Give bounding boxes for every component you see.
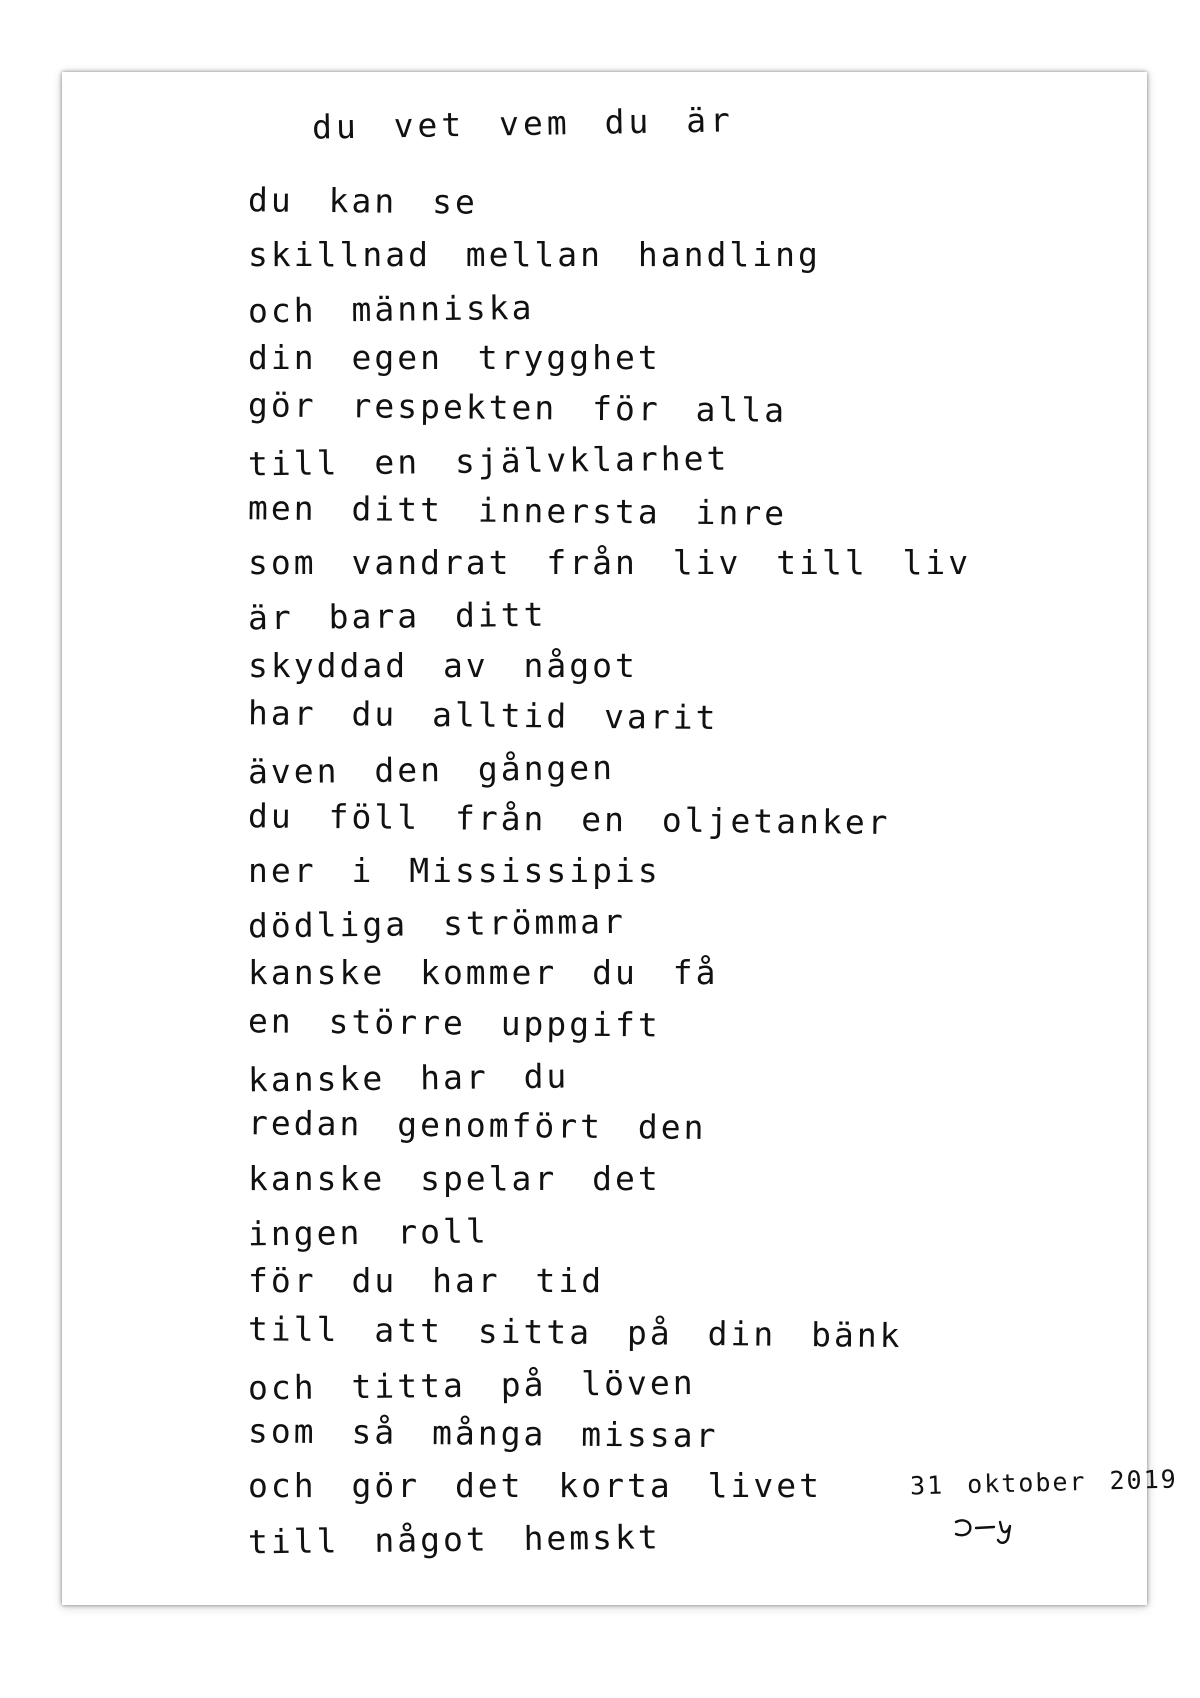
poem-line: och gör det korta livet [248, 1466, 822, 1506]
poem-title: du vet vem du är [311, 100, 735, 147]
poem-line: och titta på löven [247, 1362, 696, 1408]
poem-line: och människa [247, 287, 535, 331]
poem-line: som vandrat från liv till liv [248, 543, 972, 583]
poem-line: är bara ditt [247, 595, 547, 638]
poem-line: dödliga strömmar [247, 901, 627, 946]
poem-line: kanske spelar det [248, 1158, 661, 1198]
poem-line: som så många missar [247, 1411, 719, 1456]
handwritten-signature [950, 1508, 1020, 1548]
poem-line: har du alltid varit [247, 693, 719, 738]
poem-line: men ditt innersta inre [247, 487, 788, 533]
poem-line: gör respekten för alla [247, 385, 788, 431]
poem-line: skillnad mellan handling [248, 235, 821, 275]
poem-line: ingen roll [247, 1211, 489, 1254]
poem-line: en större uppgift [247, 1000, 661, 1045]
poem-date: 31 oktober 2019 [909, 1464, 1179, 1501]
poem-line: för du har tid [248, 1261, 605, 1301]
poem-line: till att sitta på din bänk [247, 1308, 903, 1355]
poem-line: även den gången [247, 748, 616, 792]
poem-line: redan genomfört den [247, 1103, 707, 1148]
poem-line: din egen trygghet [248, 337, 661, 377]
poem-line: ner i Mississipis [248, 850, 661, 890]
poem-line: kanske kommer du få [248, 953, 719, 993]
poem-line: skyddad av något [248, 645, 638, 685]
poem-line: kanske har du [247, 1056, 570, 1100]
poem-body [248, 178, 971, 1563]
poem-line: till en självklarhet [247, 439, 730, 484]
poem-line: du föll från en oljetanker [247, 795, 891, 842]
poem-line: till något hemskt [247, 1517, 661, 1562]
poem-line: du kan se [247, 180, 479, 222]
